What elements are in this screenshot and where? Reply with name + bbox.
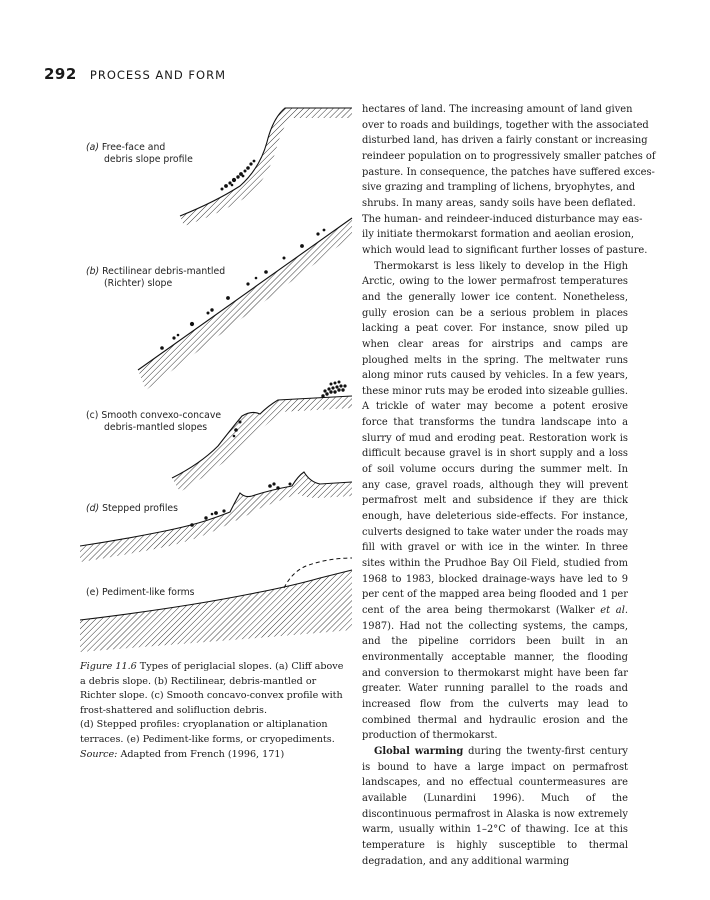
page-header (44, 64, 226, 83)
page-number: 292 (44, 65, 77, 83)
caption-label: Figure 11.6 (80, 661, 137, 672)
caption-source: Adapted from French (1996, 171) (120, 748, 285, 760)
caption-text-2: (d) Stepped profiles: cryoplanation or altiplanation terraces. (e) Pediment-like forms, or cryopediments. (80, 719, 335, 745)
body-text-column (362, 102, 656, 869)
paragraph-2: Thermokarst is less likely to develop in the High Arctic, owing to the lower permafrost temperatures and the generally lower ice content. Nonetheless, gully erosion can be a serious problem in places lacking a peat cover. For instance, snow piled up when clear areas for airstrips and camps are ploughed melts in the spring. The meltwater runs along minor ruts caused by vehicles. In a few years, these minor ruts may be eroded into sizeable gullies. A trickle of water may become a potent erosive force that transforms the tundra landscape into a slurry of mud and eroding peat. Restoration work is difficult because gravel is in short supply and a loss of soil volume occurs during the summer melt. In any case, gravel roads, although they will prevent permafrost melt and subsidence if they are thick enough, have deleterious side-effects. For instance, culverts designed to take water under the roads may fill with gravel or with ice in the winter. In three sites within the Prudhoe Bay Oil Field, studied from 1968 to 1983, blocked drainage-ways have led to 9 per cent of the mapped area being flooded and 1 per cent of the area being thermokarst (Walker et al. 1987). Had not the collecting systems, the camps, and the pipeline corridors been built in an environmentally acceptable manner, the flooding and conversion to thermokarst might have been far greater. Water running parallel to the roads and increased flow from the culverts may lead to combined thermal and hydraulic erosion and the production of thermokarst. (362, 260, 628, 742)
panel-label-a: (a) Free-face and debris slope profile (86, 142, 193, 165)
caption-text: Types of periglacial slopes. (a) Cliff above a debris slope. (b) Rectilinear, debris-mantled or Richter slope. (c) Smooth concavo-convex profile with frost-shattered and solifluction debris. (80, 661, 344, 716)
slope-profiles-diagram (80, 100, 354, 660)
paragraph-3: Global warming during the twenty-first century is bound to have a large impact on permafrost landscapes, and no effectual countermeasures are available (Lunardini 1996). Much of the discontinuous permafrost in Alaska is now extremely warm, usually within 1–2°C of thawing. Ice at this temperature is highly susceptible to thermal degradation, and any additional warming (362, 745, 629, 867)
figure-caption (80, 660, 348, 762)
profile-b (138, 218, 352, 390)
panel-label-b: (b) Rectilinear debris-mantled (Richter) slope (86, 266, 226, 289)
caption-source-label: Source: (80, 748, 118, 760)
profile-e (80, 558, 352, 652)
panel-label-d: (d) Stepped profiles (86, 503, 178, 514)
panel-label-e: (e) Pediment-like forms (86, 587, 195, 598)
profile-a (180, 108, 352, 226)
paragraph-1: hectares of land. The increasing amount of land given over to roads and buildings, together with the associated disturbed land, has driven a fairly constant or increasing reindeer population on to progressively smaller patches of pasture. In consequence, the patches have suffered exces- sive grazing and trampling of lichens, bryophytes, and shrubs. In many areas, sandy soils have been deflated. The human- and reindeer-induced disturbance may eas- ily initiate thermokarst formation and aeolian erosion, which would lead to significant further losses of pasture. (362, 104, 656, 256)
running-head: PROCESS AND FORM (89, 68, 226, 82)
profile-c (172, 381, 352, 493)
figure-11-6 (80, 100, 354, 660)
global-warming-term: Global warming (374, 745, 464, 757)
panel-label-c: (c) Smooth convexo-concave debris-mantled slopes (86, 410, 222, 433)
profile-d (80, 472, 352, 562)
